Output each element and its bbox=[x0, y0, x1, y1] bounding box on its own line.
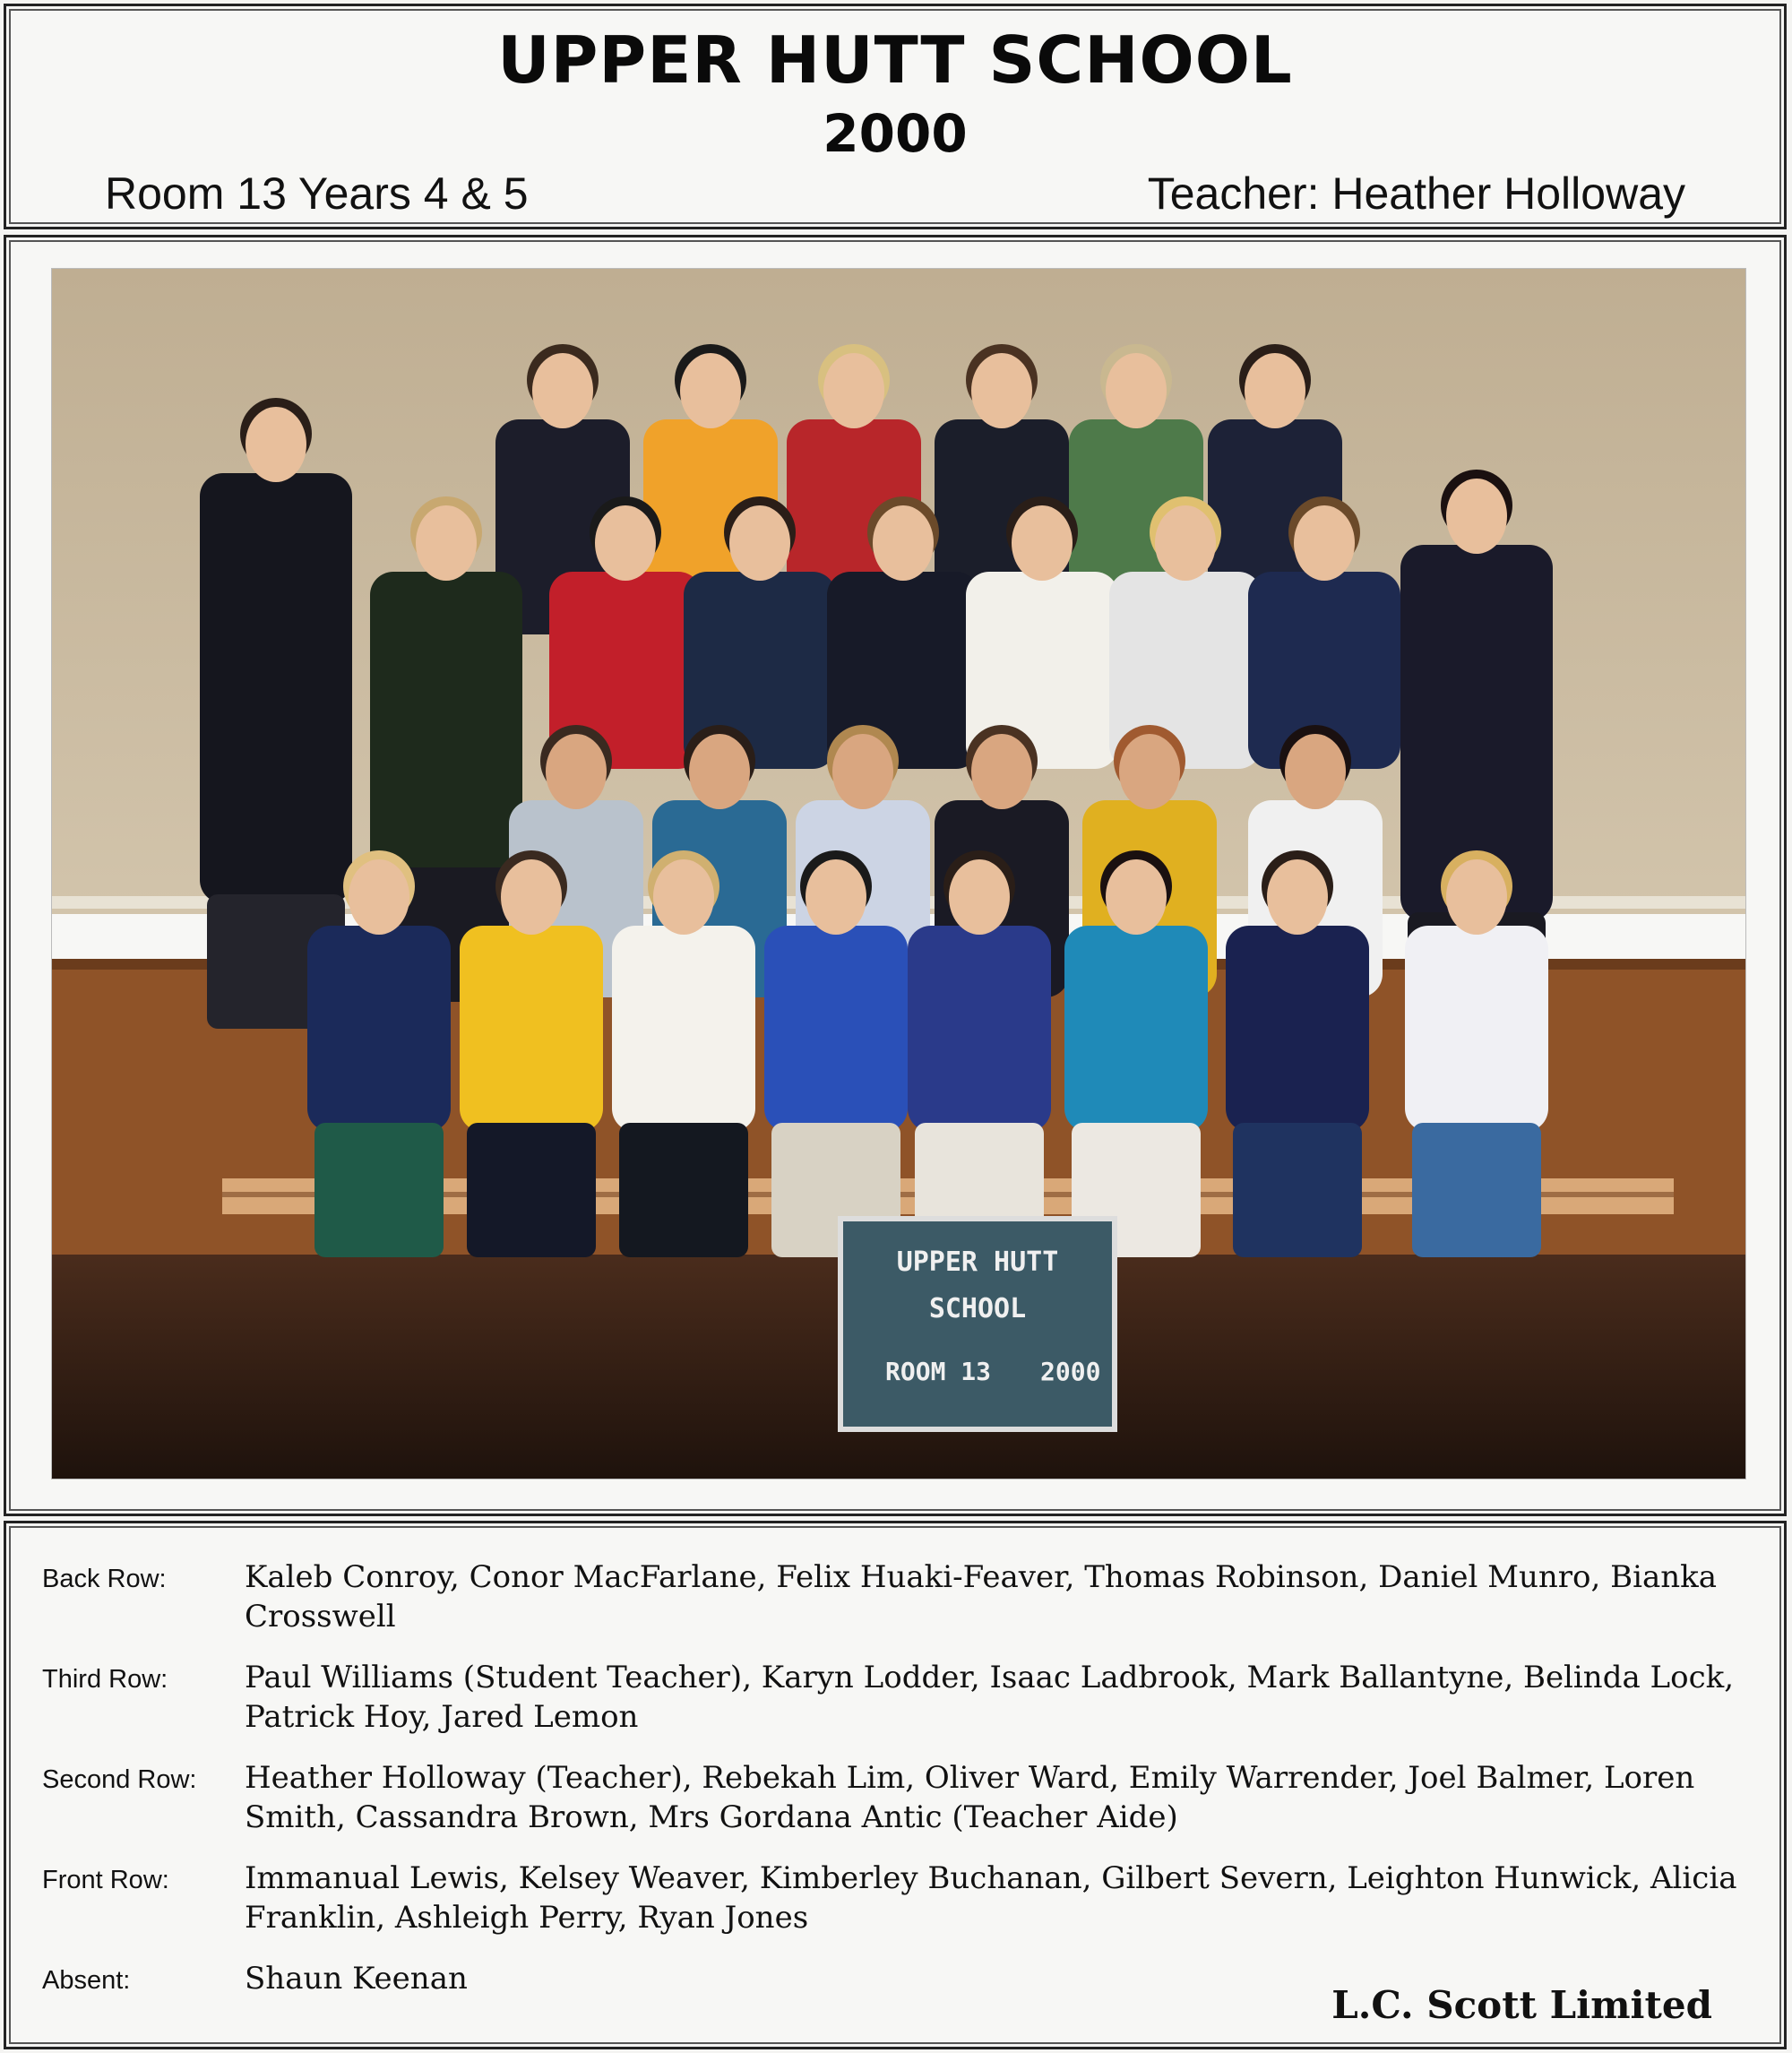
teacher-name: Teacher: Heather Holloway bbox=[1147, 168, 1685, 219]
class-sign bbox=[840, 1219, 1115, 1429]
sign-line-2: SCHOOL bbox=[928, 1293, 1027, 1324]
class-photo bbox=[51, 268, 1746, 1479]
sign-line-1: UPPER HUTT bbox=[896, 1246, 1059, 1278]
row-names: Shaun Keenan bbox=[245, 1961, 468, 1997]
row-names: Heather Holloway (Teacher), Rebekah Lim, Oliver Ward, Emily Warrender, Joel Balmer, Loren Smith, Cassandra Brown, Mrs Gordana Antic (Teacher Aide) bbox=[245, 1760, 1695, 1835]
row-names: Immanual Lewis, Kelsey Weaver, Kimberley Buchanan, Gilbert Severn, Leighton Hunwick, Alicia Franklin, Ashleigh Perry, Ryan Jones bbox=[245, 1860, 1737, 1936]
row-label: Third Row: bbox=[42, 1665, 168, 1694]
header-panel bbox=[4, 4, 1787, 229]
photographer-credit: L.C. Scott Limited bbox=[1331, 1983, 1712, 2027]
row-label: Front Row: bbox=[42, 1866, 169, 1894]
school-title: UPPER HUTT SCHOOL bbox=[497, 22, 1293, 98]
caption-panel bbox=[4, 1521, 1787, 2049]
row-label: Back Row: bbox=[42, 1565, 167, 1593]
sign-year: 2000 bbox=[1040, 1357, 1101, 1386]
sign-room: ROOM 13 bbox=[885, 1357, 992, 1386]
row-names: Paul Williams (Student Teacher), Karyn Lodder, Isaac Ladbrook, Mark Ballantyne, Belinda Lock, Patrick Hoy, Jared Lemon bbox=[245, 1660, 1735, 1735]
row-label: Second Row: bbox=[42, 1765, 197, 1794]
row-label: Absent: bbox=[42, 1966, 131, 1995]
photo-year: 2000 bbox=[823, 103, 968, 164]
row-names: Kaleb Conroy, Conor MacFarlane, Felix Huaki-Feaver, Thomas Robinson, Daniel Munro, Bianka Crosswell bbox=[245, 1559, 1718, 1635]
photo-panel bbox=[4, 235, 1787, 1516]
room-and-years: Room 13 Years 4 & 5 bbox=[105, 168, 529, 219]
